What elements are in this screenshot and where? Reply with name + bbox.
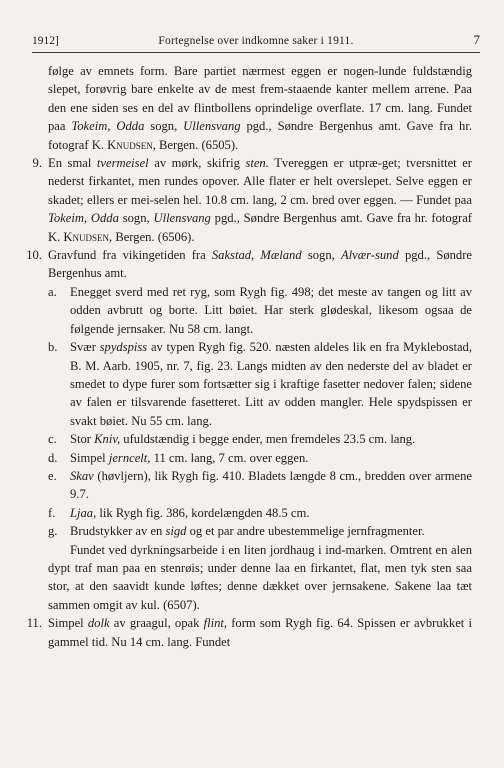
header-title: Fortegnelse over indkomne saker i 1911. bbox=[158, 35, 354, 47]
entry-number: 10. bbox=[26, 248, 42, 263]
entry-9: 9. En smal tvermeisel av mørk, skifrig sten. Tvereggen er utpræ-get; tversnittet er nederst firkantet, men rundes opover. Alle flater er helt overslepet. Selve eggen er skadet; ellers er mei-selen hel. 10.8 cm. lang, 2 cm. bred over eggen. — Fundet paa Tokeim, Odda sogn, Ullensvang pgd., Søndre Bergenhus amt. Gave fra hr. fotograf K. Knudsen, Bergen. (6506). bbox=[32, 156, 473, 244]
find-description: Fundet ved dyrkningsarbeide i en liten jordhaug i ind-marken. Omtrent en alen dypt traf man paa en stenrøis; under denne laa en firkantet, flat, men tyk sten saa stor, at den saavidt kunde løftes; denne dækket over jernsakene. Sakene laa tæt sammen omgit av kul. (6507). bbox=[48, 542, 472, 612]
intro-paragraph: følge av emnets form. Bare partiet nærmest eggen er nogen-lunde fuldstændig slepet, forøvrig bare enkelte av de mest frem-staaende kanter mellem arrene. Paa den ene siden ses en del av flintbollens oprindelige overflate. 17 cm. lang. Fundet paa Tokeim, Odda sogn, Ullensvang pgd., Søndre Bergenhus amt. Gave fra hr. fotograf K. Knudsen, Bergen. (6505). bbox=[48, 64, 473, 152]
item-c: c. Stor Kniv, ufuldstændig i begge ender, men fremdeles 23.5 cm. lang. bbox=[48, 432, 416, 447]
header-rule bbox=[32, 52, 480, 53]
item-f: f. Ljaa, lik Rygh fig. 386, kordelængden 48.5 cm. bbox=[48, 505, 310, 520]
entry-11: 11. Simpel dolk av graagul, opak flint, form som Rygh fig. 64. Spissen er avbrukket i gammel tid. Nu 14 cm. lang. Fundet bbox=[26, 616, 472, 649]
body-text bbox=[26, 62, 473, 651]
entry-number: 11. bbox=[26, 616, 42, 631]
header-year: 1912] bbox=[32, 35, 59, 47]
page-number: 7 bbox=[473, 32, 480, 47]
entry-10: 10. Gravfund fra vikingetiden fra Sakstad, Mæland sogn, Alvær-sund pgd., Søndre Bergenhus amt. a. Enegget sverd med ret ryg, som Rygh fig. 498; det meste av tangen og litt av odden avbrutt og borte. Litt bøiet. Har sterk glødeskal, likesom ogsaa de følgende jernsaker. Nu 58 cm. langt. b. Svær spydspiss av typen Rygh fig. 520. næsten aldeles lik en fra Myklebostad, B. M. Aarb. 1905, nr. 7, fig. 23. Langs midten av den nederste del av bladet er smedet to dype furer som fortsætter sig i kraftige fasetter nedover falen; sidene av falen er tilsvarende fasetteret. Litt av odden mangler. Hele spydspissen er svakt bøiet. Nu 55 cm. lang. c. Stor Kniv, ufuldstændig i begge ender, men fremdeles 23.5 cm. lang. d. Simpel jerncelt, 11 cm. lang, 7 cm. over eggen. e. Skav (høvljern), lik Rygh fig. 410. Bladets længde 8 cm., bredden over armene 9.7. f. Ljaa, lik Rygh fig. 386, kordelængden 48.5 cm. g. Brudstykker av en sigd og et par andre ubestemmelige jernfragmenter. Fundet ved dyrkningsarbeide i en liten jordhaug i ind-marken. Omtrent en alen dypt traf man paa en stenrøis; under denne laa en firkantet, flat, men tyk sten saa stor, at den saavidt kunde løftes; denne dækket over jernsakene. Sakene laa tæt sammen omgit av kul. (6507). bbox=[48, 246, 472, 614]
item-e: e. Skav (høvljern), lik Rygh fig. 410. Bladets længde 8 cm., bredden over armene 9.7. bbox=[48, 468, 472, 502]
item-a: a. Enegget sverd med ret ryg, som Rygh fig. 498; det meste av tangen og litt av odden avbrutt og borte. Litt bøiet. Har sterk glødeskal, likesom ogsaa de følgende jernsaker. Nu 58 cm. langt. bbox=[48, 284, 472, 336]
item-d: d. Simpel jerncelt, 11 cm. lang, 7 cm. over eggen. bbox=[48, 450, 309, 465]
item-g: g. Brudstykker av en sigd og et par andre ubestemmelige jernfragmenter. bbox=[48, 524, 425, 539]
entry-number: 9. bbox=[32, 156, 42, 171]
item-b: b. Svær spydspiss av typen Rygh fig. 520. næsten aldeles lik en fra Myklebostad, B. M. Aarb. 1905, nr. 7, fig. 23. Langs midten av den nederste del av bladet er smedet to dype furer som fortsætter sig i kraftige fasetter nedover falen; sidene av falen er tilsvarende fasetteret. Litt av odden mangler. Hele spydspissen er svakt bøiet. Nu 55 cm. lang. bbox=[48, 340, 472, 428]
